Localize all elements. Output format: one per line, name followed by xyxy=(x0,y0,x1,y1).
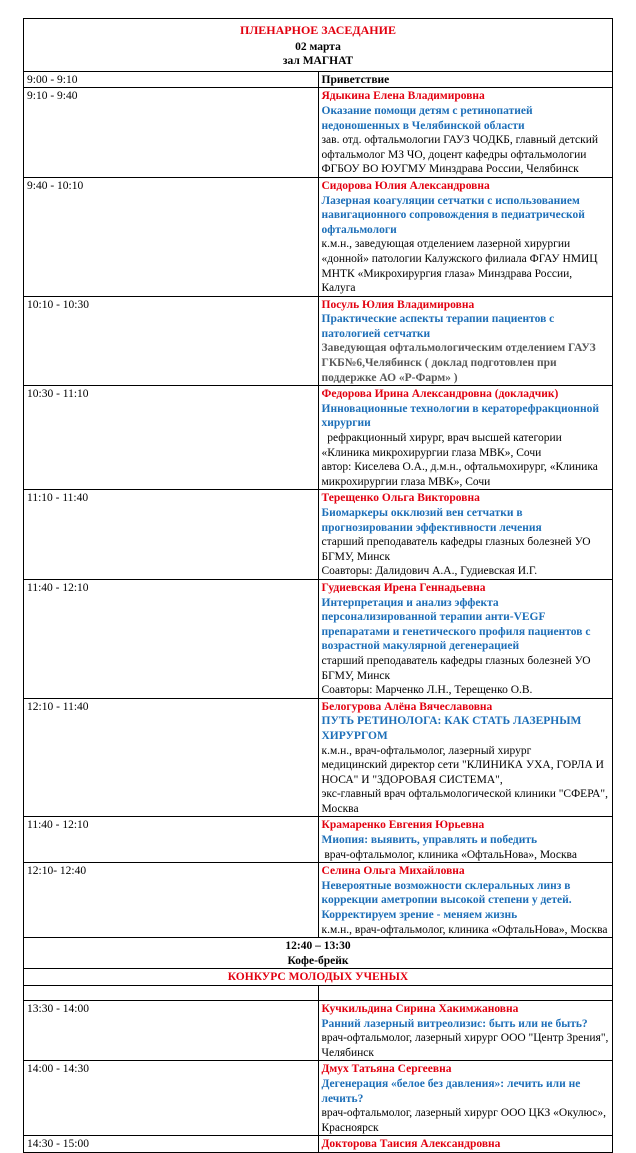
coauthor-details: автор: Киселева О.А., д.м.н., офтальмохирург, «Клиника микрохирургии глаза МВК», Сочи xyxy=(321,461,598,488)
speaker-name: Кучкильдина Сирина Хакимжановна xyxy=(321,1003,519,1015)
session-time: 14:30 - 15:00 xyxy=(24,1136,319,1153)
speaker-name: Селина Ольга Михайловна xyxy=(321,865,465,878)
break-row xyxy=(24,938,613,969)
session-row xyxy=(24,177,613,296)
contest-title-row xyxy=(24,969,613,986)
talk-topic: Инновационные технологии в кераторефракционной хирургии xyxy=(321,402,600,430)
event-date: 02 марта xyxy=(295,40,341,53)
talk-topic: Миопия: выявить, управлять и победить xyxy=(321,834,538,847)
program-table xyxy=(23,18,613,1153)
speaker-details: врач-офтальмолог, лазерный хирург ООО "Центр Зрения", Челябинск xyxy=(321,1032,609,1059)
talk-topic: Оказание помощи детям с ретинопатией недоношенных в Челябинской области xyxy=(321,104,533,132)
session-row xyxy=(24,71,613,88)
session-time: 14:00 - 14:30 xyxy=(24,1061,319,1136)
session-row xyxy=(24,817,613,863)
break-time: 12:40 – 13:30 xyxy=(285,940,351,953)
speaker-details: рефракционный хирург, врач высшей категории «Клиника микрохирургии глаза МВК», Сочи xyxy=(321,432,565,459)
speaker-name: Докторова Таисия Александровна xyxy=(321,1138,501,1151)
session-time: 9:00 - 9:10 xyxy=(24,71,319,88)
spacer-row xyxy=(24,986,613,1001)
speaker-name: Терещенко Ольга Викторовна xyxy=(321,492,480,505)
page-title: ПЛЕНАРНОЕ ЗАСЕДАНИЕ xyxy=(240,23,396,37)
session-time: 11:40 - 12:10 xyxy=(24,579,319,698)
speaker-name: Сидорова Юлия Александровна xyxy=(321,179,490,192)
talk-topic: Дегенерация «белое без давления»: лечить или не лечить? xyxy=(321,1077,581,1105)
session-row xyxy=(24,863,613,938)
speaker-name: Ядыкина Елена Владимировна xyxy=(321,90,485,103)
speaker-details: врач-офтальмолог, лазерный хирург ООО ЦКЗ «Окулюс», Красноярск xyxy=(321,1107,606,1134)
session-row xyxy=(24,698,613,817)
speaker-name: Гудиевская Ирена Геннадьевна xyxy=(321,581,486,594)
speaker-details-2: медицинский директор сети "КЛИНИКА УХА, ГОРЛА И НОСА" И "ЗДОРОВАЯ СИСТЕМА", xyxy=(321,759,604,786)
header-row xyxy=(24,19,613,72)
speaker-details: Заведующая офтальмологическим отделением ГАУЗ ГКБ№6,Челябинск ( доклад подготовлен при поддержке АО «Р-Фарм» ) xyxy=(321,342,596,384)
session-row xyxy=(24,1136,613,1153)
session-time: 12:10- 12:40 xyxy=(24,863,319,938)
speaker-name: Федорова Ирина Александровна (докладчик) xyxy=(321,388,559,401)
speaker-details: старший преподаватель кафедры глазных болезней УО БГМУ, Минск xyxy=(321,536,591,563)
talk-topic: Биомаркеры окклюзий вен сетчатки в прогнозировании эффективности лечения xyxy=(321,507,542,534)
coauthor-details: Соавторы: Далидович А.А., Гудиевская И.Г. xyxy=(321,565,538,578)
session-row xyxy=(24,1061,613,1136)
session-label: Приветствие xyxy=(318,71,613,88)
speaker-details: к.м.н., заведующая отделением лазерной хирургии «донной» патологии Калужского филиала ФГАУ НМИЦ МНТК «Микрохирургия глаза» Минздрава России, Калуга xyxy=(321,238,598,295)
speaker-name: Дмух Татьяна Сергеевна xyxy=(321,1063,452,1076)
talk-topic: Интерпретация и анализ эффекта персонализированной терапии анти-VEGF препаратами и генетического профиля пациентов с возрастной макулярной дегенерацией xyxy=(321,596,591,653)
session-row xyxy=(24,490,613,580)
speaker-details: врач-офтальмолог, клиника «ОфтальНова», Москва xyxy=(321,848,577,861)
session-time: 10:10 - 10:30 xyxy=(24,296,319,386)
speaker-details: старший преподаватель кафедры глазных болезней УО БГМУ, Минск xyxy=(321,654,591,682)
talk-topic: Ранний лазерный витреолизис: быть или не быть? xyxy=(321,1017,588,1030)
talk-topic: Невероятные возможности склеральных линз в коррекции аметропии высокой степени у детей. Корректируем зрение - меняем жизнь xyxy=(321,879,572,922)
session-time: 9:40 - 10:10 xyxy=(24,177,319,296)
session-row xyxy=(24,88,613,178)
session-row xyxy=(24,579,613,698)
speaker-name: Крамаренко Евгения Юрьевна xyxy=(321,819,485,832)
event-hall: зал МАГНАТ xyxy=(282,55,354,68)
session-time: 11:40 - 12:10 xyxy=(24,817,319,863)
speaker-details-3: экс-главный врач офтальмологической клиники "СФЕРА", Москва xyxy=(321,788,609,815)
speaker-details: к.м.н., врач-офтальмолог, клиника «ОфтальНова», Москва xyxy=(321,923,608,936)
talk-topic: ПУТЬ РЕТИНОЛОГА: КАК СТАТЬ ЛАЗЕРНЫМ ХИРУРГОМ xyxy=(321,715,582,742)
session-time: 9:10 - 9:40 xyxy=(24,88,319,178)
session-time: 10:30 - 11:10 xyxy=(24,386,319,490)
session-row xyxy=(24,386,613,490)
speaker-name: Белогурова Алёна Вячеславовна xyxy=(321,700,493,713)
speaker-details: зав. отд. офтальмологии ГАУЗ ЧОДКБ, главный детский офтальмолог МЗ ЧО, доцент кафедры офтальмологии ФГБОУ ВО ЮУГМУ Минздрава России, Челябинск xyxy=(321,134,599,176)
talk-topic: Практические аспекты терапии пациентов с патологией сетчатки xyxy=(321,313,555,340)
break-label: Кофе-брейк xyxy=(287,954,349,967)
talk-topic: Лазерная коагуляции сетчатки с использованием навигационного сопровождения в педиатрической офтальмологи xyxy=(321,194,585,236)
session-time: 13:30 - 14:00 xyxy=(24,1001,319,1061)
session-row xyxy=(24,296,613,386)
speaker-name: Посуль Юлия Владимировна xyxy=(321,298,475,311)
contest-title: КОНКУРС МОЛОДЫХ УЧЕНЫХ xyxy=(227,971,409,984)
speaker-details: к.м.н., врач-офтальмолог, лазерный хирург xyxy=(321,744,532,757)
program-page xyxy=(23,18,613,1153)
session-time: 12:10 - 11:40 xyxy=(24,698,319,817)
session-time: 11:10 - 11:40 xyxy=(24,490,319,580)
session-row xyxy=(24,1001,613,1061)
coauthor-details: Соавторы: Марченко Л.Н., Терещенко О.В. xyxy=(321,684,533,697)
